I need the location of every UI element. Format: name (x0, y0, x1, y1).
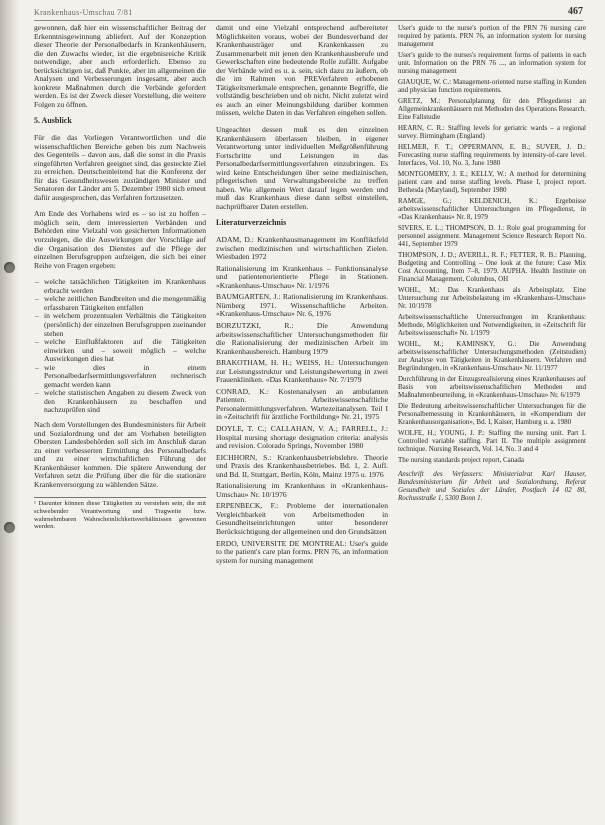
reference-entry: DOYLE, T. C.; CALLAHAN, V. A.; FARRELL, J.: Hospital nursing shortage designation criteria: analysis and revision. Colorado Springs, November 1980 (216, 423, 388, 451)
reference-entry: BAUMGARTEN, J.: Rationalisierung im Krankenhaus. Nürnberg 1971. Wissenschaftliche Arbeiten. «Krankenhaus-Umschau» Nr. 6, 1976 (216, 292, 388, 319)
reference-entry: Arbeitswissenschaftliche Untersuchungen im Krankenhaus: Methode, Möglichkeiten und Notwendigkeiten, in «Zeitschrift für Arbeitswissenschaft» Nr. 1/1979 (398, 313, 586, 337)
ausblick-paragraph-3: Nach dem Vorstellungen des Bundesministers für Arbeit und Sozialordnung und der am Vorhaben beteiligten Obersten Landesbehörden soll sich im Anschluß daran zu einer verbesserten Ermittlung des Personalbedarfs und zu einer wirtschaftlichen Führung der Krankenhäuser kommen. Die spätere Anwendung der Verfahren setzt die Prüfung über die für die stationäre Krankenversorgung zu wählenden Sätze. (34, 419, 206, 489)
reference-entry: Rationalisierung im Krankenhaus – Funktionsanalyse und patientenorientierte Pflege in Stationen. «Krankenhaus-Umschau» Nr. 1/1976 (216, 263, 388, 290)
literature-heading: Literaturverzeichnis (216, 218, 287, 228)
ausblick-paragraph-2: Am Ende des Vorhabens wird es – so ist zu hoffen – möglich sein, dem interessierten Verbänden und Behörden eine Vielzahl von gesicherten Informationen vorzulegen, die die Auswirkungen der Vorschläge auf die Organisation des Dienstes auf die Pflege der einzelnen Berufsgruppen aufzeigen, die sich bei einer Reihe von Fragen ergeben: (34, 209, 206, 270)
column-right (398, 24, 586, 505)
reference-entry: SIVERS, E. L.; THOMPSON, D. J.: Role goal programming for personnel assignment. Management Science Research Report No. 441, September 1979 (398, 224, 586, 248)
reference-entry: CONRAD, K.: Kostenanalysen an ambulanten Patienten. Arbeitswissenschaftliche Personalermittlungsverfahren. Wartezeitanalysen. Teil I in «Zeitschrift für ärztliche Fortbildung» Nr. 21, 1975 (216, 386, 388, 422)
reference-entry: ERPENBECK, F.: Probleme der internationalen Vergleichbarkeit von Arbeitsmethoden in Gesundheitseinrichtungen unter besonderer Berücksichtigung der allgemeinen und den Grundsätzen (216, 501, 388, 536)
reference-entry: BRAKOTHAM, H. H.; WEISS, H.: Untersuchungen zur Leistungsstruktur und Leistungsbewertung in zwei Frauenkliniken. «Das Krankenhaus» Nr. 7/1979 (216, 358, 388, 385)
reference-entry: BORZUTZKI, R.: Die Anwendung arbeitswissenschaftlicher Untersuchungsmethoden für die Rationalisierung der medizinischen Arbeit im Krankenhausbereich. Hamburg 1979 (216, 320, 388, 356)
reference-entry: The nursing standards project report, Canada (398, 456, 524, 464)
reference-entry: EICHHORN, S.: Krankenhausbetriebslehre. Theorie und Praxis des Krankenhausbetriebes. Bd. 1, 2. Aufl. und Bd. II, Stuttgart, Berlin, Köln, Mainz 1975 u. 1976 (216, 452, 388, 479)
footnote: ¹ Darunter können diese Tätigkeiten zu verstehen sein, die mit schwebender Verantwortung und Tragweite bzw. wahrnehmbaren Wahrscheinlichkeitsverhältnissen gewonnen werden. (34, 497, 206, 530)
ausblick-paragraph-1: Für die das Vorliegen Verantwortlichen und die wissenschaftlichen Bereiche geben bis zum Nachweis des Gegenteils – davon aus, daß die sonst in die Praxis eingeführten Verfahren geeignet sind, das gesteckte Ziel zu erreichen. Deutscheinleitend hat die Konferenz der für das Gesundheitswesen zuständigen Minister und Senatoren der Länder am 5. Dezember 1980 sich erneut dafür ausgesprochen, das Verfahren fortzusetzen. (34, 133, 206, 202)
reference-entry: HEARN, C. R.: Staffing levels for geriatric wards – a regional survey. Birmingham (England) (398, 124, 586, 140)
running-header (34, 8, 583, 21)
reference-entry: WOHL, M.: Das Krankenhaus als Arbeitsplatz. Eine Untersuchung zur Arbeitsbelastung im «Krankenhaus-Umschau» Nr. 10/1978 (398, 286, 586, 310)
reference-entry: RAMGE, G.; KELDENICH, K.: Ergebnisse arbeitswissenschaftlicher Untersuchungen im Pflegedienst, in «Das Krankenhaus» Nr. 8, 1979 (398, 197, 586, 221)
list-item: – welche Einflußfaktoren auf die Tätigkeiten einwirken und – soweit möglich – welche Auswirkungen dies hat (44, 338, 206, 364)
reference-entry: MONTGOMERY, J. E.; KELLY, W.: A method for determining patient care and nurse staffing levels. Phase I, project report. Bethesda (Maryland), September 1980 (398, 170, 586, 194)
reference-entry: GRETZ, M.: Personalplanung für den Pflegedienst an Allgemeinkrankenhäusern mit Methoden des Operations Research. Eine Fallstudie (398, 97, 586, 121)
list-item: – wie dies in einem Personalbedarfsermittlungsverfahren rechnerisch gemacht werden kann (44, 364, 206, 390)
column-left (34, 24, 206, 531)
reference-entry: Durchführung in der Einzugsrealisierung eines Krankenhauses auf Basis von arbeitswissenschaftlichen Methoden und Maßnahmenbeurteilung, in «Krankenhaus-Umschau» Nr. 6/1979 (398, 375, 586, 399)
reference-entry: WOLFE, H.; YOUNG, J. P.: Staffing the nursing unit. Part I. Controlled variable staffing. Part II. The multiple assignment technique. Nursing Research, Vol. 14, No. 3 and 4 (398, 429, 586, 453)
reference-entry: Rationalisierung im Krankenhaus in «Krankenhaus-Umschau» Nr. 10/1976 (216, 481, 388, 499)
author-address: Anschrift des Verfassers: Ministerialrat Karl Hauser, Bundesministerium für Arbeit und Sozialordnung, Referat Gesundheit und Soziales der Länder, Postfach 14 02 80, Rochusstraße 1, 5300 Bonn 1. (398, 470, 586, 502)
reference-entry: User's guide to the nurse's portion of the PRN 76 nursing care required by patients. PRN 76, an information system for nursing management (398, 24, 586, 48)
section-heading: 5. Ausblick (34, 116, 72, 126)
middle-paragraph-1: damit und eine Vielzahl entsprechend aufbereiteter Möglichkeiten voraus, wobei der Bundesverband der Krankenhausträger und Krankenkassen zu Zusammenarbeit mit jenen den Krankenhausberufe und Gewerkschaften eine bedeutende Rolle zufällt. Aufgabe der Verbände wird es u. a. sein, sich dazu zu äußern, ob die im Rahmen von PREVerfahren erhobenen Tätigkeitsmerkmale entsprechen, genannte Begriffe, die vollständig beschrieben und ob nicht. Nicht zuletzt wird es auch an einer Meinungsbildung darüber kommen müssen, welche Daten in das Verfahren eingehen sollen. (216, 23, 388, 118)
reference-entry: Die Bedeutung arbeitswissenschaftlicher Untersuchungen für die Personalbemessung in Krankenhäusern, in «Kompendium der Krankenhausorganisation», Bd. I, Kaiser, Hamburg u. a. 1980 (398, 402, 586, 426)
list-item: – welche statistischen Angaben zu diesem Zweck von den Krankenhäusern zu beschaffen und nachzuprüfen sind (44, 389, 206, 415)
list-item: – in welchem prozentualen Verhältnis die Tätigkeiten (persönlich) der einzelnen Berufsgruppen zueinander stehen (44, 312, 206, 338)
reference-entry: THOMPSON, J. D.; AVERILL, R. F.; FETTER, R. B.: Planning, Budgeting and Controlling – One look at the future: Case Mix Cost Accounting, Item 7–8, 1979. AUPHA. Health Institute on Financial Management, Columbus, OH (398, 251, 586, 283)
running-title: Krankenhaus-Umschau 7/81 (34, 8, 133, 17)
reference-entry: ERDO, UNIVERSITE DE MONTREAL: User's guide to the patient's care plan forms. PRN 76, an information system for nursing management (216, 538, 388, 565)
list-item: – welche tatsächlichen Tätigkeiten im Krankenhaus erbracht werden (44, 278, 206, 295)
page-number: 467 (568, 6, 583, 17)
intro-paragraph: gewonnen, daß hier ein wissenschaftlicher Beitrag der Erkenntnisgewinnung abliefert. Auf der Konzeption dieser Theorie der Personalbedarfs in Krankenhäusern, die den Zuwachs wieder, ist die ergebnisreiche Kritik notwendige, aber auch erforderlich. Ebenso zu berücksichtigen ist, daß Punkte, aber im allgemeinen die Analysen und Verbesserungen insgesamt, aber auch konkrete Maßnahmen durch die Verbände gefordert werden. Es ist der Zweck dieser Vorstellung, die weitere Folgen zu öffnen. (34, 23, 206, 109)
findings-list (34, 278, 206, 415)
reference-entry: HELMER, F. T.; OPPERMANN, E. B.; SUVER, J. D.: Forecasting nurse staffing requirements by intensity-of-care level. Interfaces, Vol. 10, No. 3, June 1980 (398, 143, 586, 167)
reference-entry: GIAUQUE, W. C.: Management-oriented nurse staffing in Kunden and physician function requirements. (398, 78, 586, 94)
punch-hole-top (4, 262, 15, 273)
punch-hole-bottom (4, 522, 15, 533)
reference-entry: WOHL, M.; KAMINSKY, G.: Die Anwendung arbeitswissenschaftlicher Untersuchungsmethoden (Zeitstudien) zur Analyse von Tätigkeiten in Krankenhäusern. Verfahren und Begründungen, in «Krankenhaus-Umschau» Nr. 11/1977 (398, 340, 586, 372)
middle-paragraph-2: Ungeachtet dessen muß es den einzelnen Krankenhäusern überlassen bleiben, in eigener Verantwortung unter individuellen Meßgrößenführung Fortschritte und Leistungen in das Personalbedarfsermittlungsverfahren einzubringen. Es wird keine Entscheidungen über seine medizinischen, pflegerischen und Verwaltungsbereiche zu treffen haben. Wie allgemein Wert darauf legen werden und muß das Krankenhaus diese dann selbst einstellen, nachprüfbarer Daten erstellen. (216, 125, 388, 211)
reference-entry: User's guide to the nurses's requirement forms of patients in each unit. Information on the PRN 76 ..., an information system for nursing management (398, 51, 586, 75)
binding-spine (0, 0, 20, 825)
reference-entry: ADAM, D.: Krankenhausmanagement im Konfliktfeld zwischen medizinischen und wirtschaftlichen Zielen. Wiesbaden 1972 (216, 235, 388, 262)
list-item: – welche zeitlichen Bandbreiten und die mengenmäßig erfassbaren Tätigkeiten entfallen (44, 295, 206, 312)
column-middle (216, 24, 388, 568)
